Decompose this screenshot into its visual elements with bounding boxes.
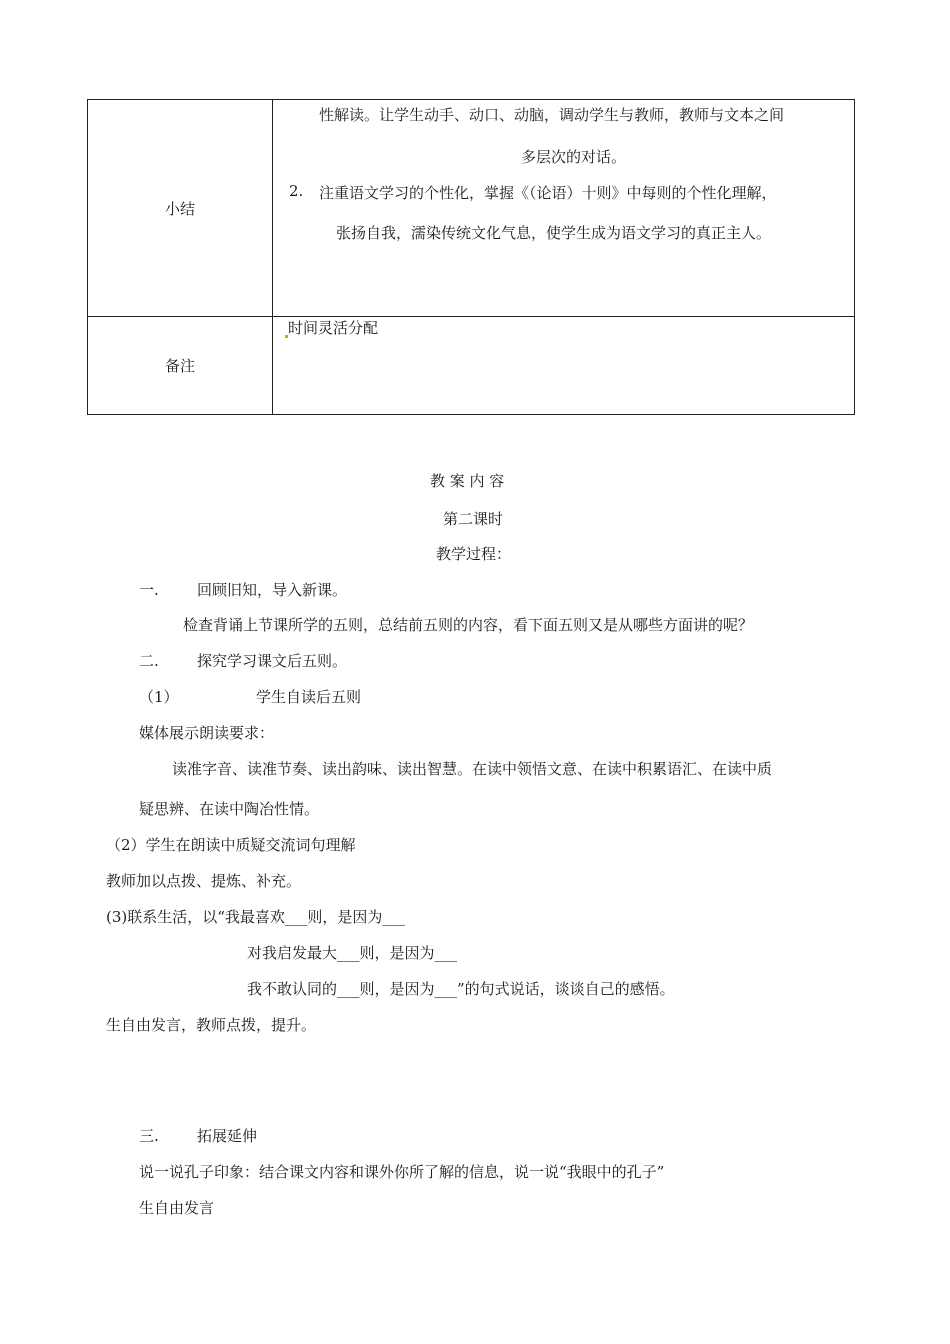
page-title: 教 案 内 容 [430, 472, 505, 490]
section-3-free: 生自由发言 [139, 1199, 215, 1217]
section-3-title: 拓展延伸 [197, 1127, 258, 1145]
section-1-title: 回顾旧知，导入新课。 [197, 581, 348, 599]
summary-line-1: 性解读。让学生动手、动口、动脑，调动学生与教师，教师与文本之间 [319, 106, 785, 124]
summary-line-4: 张扬自我，濡染传统文化气息，使学生成为语文学习的真正主人。 [336, 224, 772, 242]
sub-3-line-3: 我不敢认同的___则，是因为___”的句式说话，谈谈自己的感悟。 [247, 980, 675, 998]
sub-3-line-2: 对我启发最大___则，是因为___ [247, 944, 458, 962]
summary-line-3: 注重语文学习的个性化，掌握《（论语）十则》中每则的个性化理解， [319, 184, 777, 202]
row-label-summary: 小结 [88, 100, 273, 317]
notes-content [273, 317, 855, 415]
section-3-body: 说一说孔子印象：结合课文内容和课外你所了解的信息，说一说“我眼中的孔子” [139, 1163, 665, 1181]
free-speech-text: 生自由发言，教师点拨，提升。 [106, 1016, 317, 1034]
row-label-notes: 备注 [88, 317, 273, 415]
sub-3-line-1: (3)联系生活，以“我最喜欢___则，是因为___ [106, 908, 405, 926]
teacher-text: 教师加以点拨、提炼、补充。 [106, 872, 302, 890]
notes-text: 时间灵活分配 [288, 319, 379, 337]
summary-item-number: 2. [289, 182, 304, 200]
summary-table [87, 99, 855, 415]
reading-req-line-2: 疑思辨、在读中陶冶性情。 [139, 800, 320, 818]
section-1-number: 一. [139, 581, 159, 599]
section-1-body: 检查背诵上节课所学的五则，总结前五则的内容，看下面五则又是从哪些方面讲的呢？ [183, 616, 754, 634]
reading-req-line-1: 读准字音、读准节奏、读出韵味、读出智慧。在读中领悟文意、在读中积累语汇、在读中质 [172, 760, 773, 778]
sub-1-title: 学生自读后五则 [256, 688, 362, 706]
media-requirements: 媒体展示朗读要求： [139, 724, 275, 742]
summary-line-2: 多层次的对话。 [521, 148, 627, 166]
sub-2-text: （2）学生在朗读中质疑交流词句理解 [106, 836, 356, 854]
table-row [88, 100, 855, 317]
summary-content [273, 100, 855, 317]
table-row [88, 317, 855, 415]
session-title: 第二课时 [443, 510, 504, 528]
process-heading: 教学过程： [436, 545, 512, 563]
section-2-title: 探究学习课文后五则。 [197, 652, 348, 670]
section-3-number: 三. [139, 1127, 159, 1145]
sub-1-number: （1） [139, 688, 179, 706]
section-2-number: 二. [139, 652, 159, 670]
